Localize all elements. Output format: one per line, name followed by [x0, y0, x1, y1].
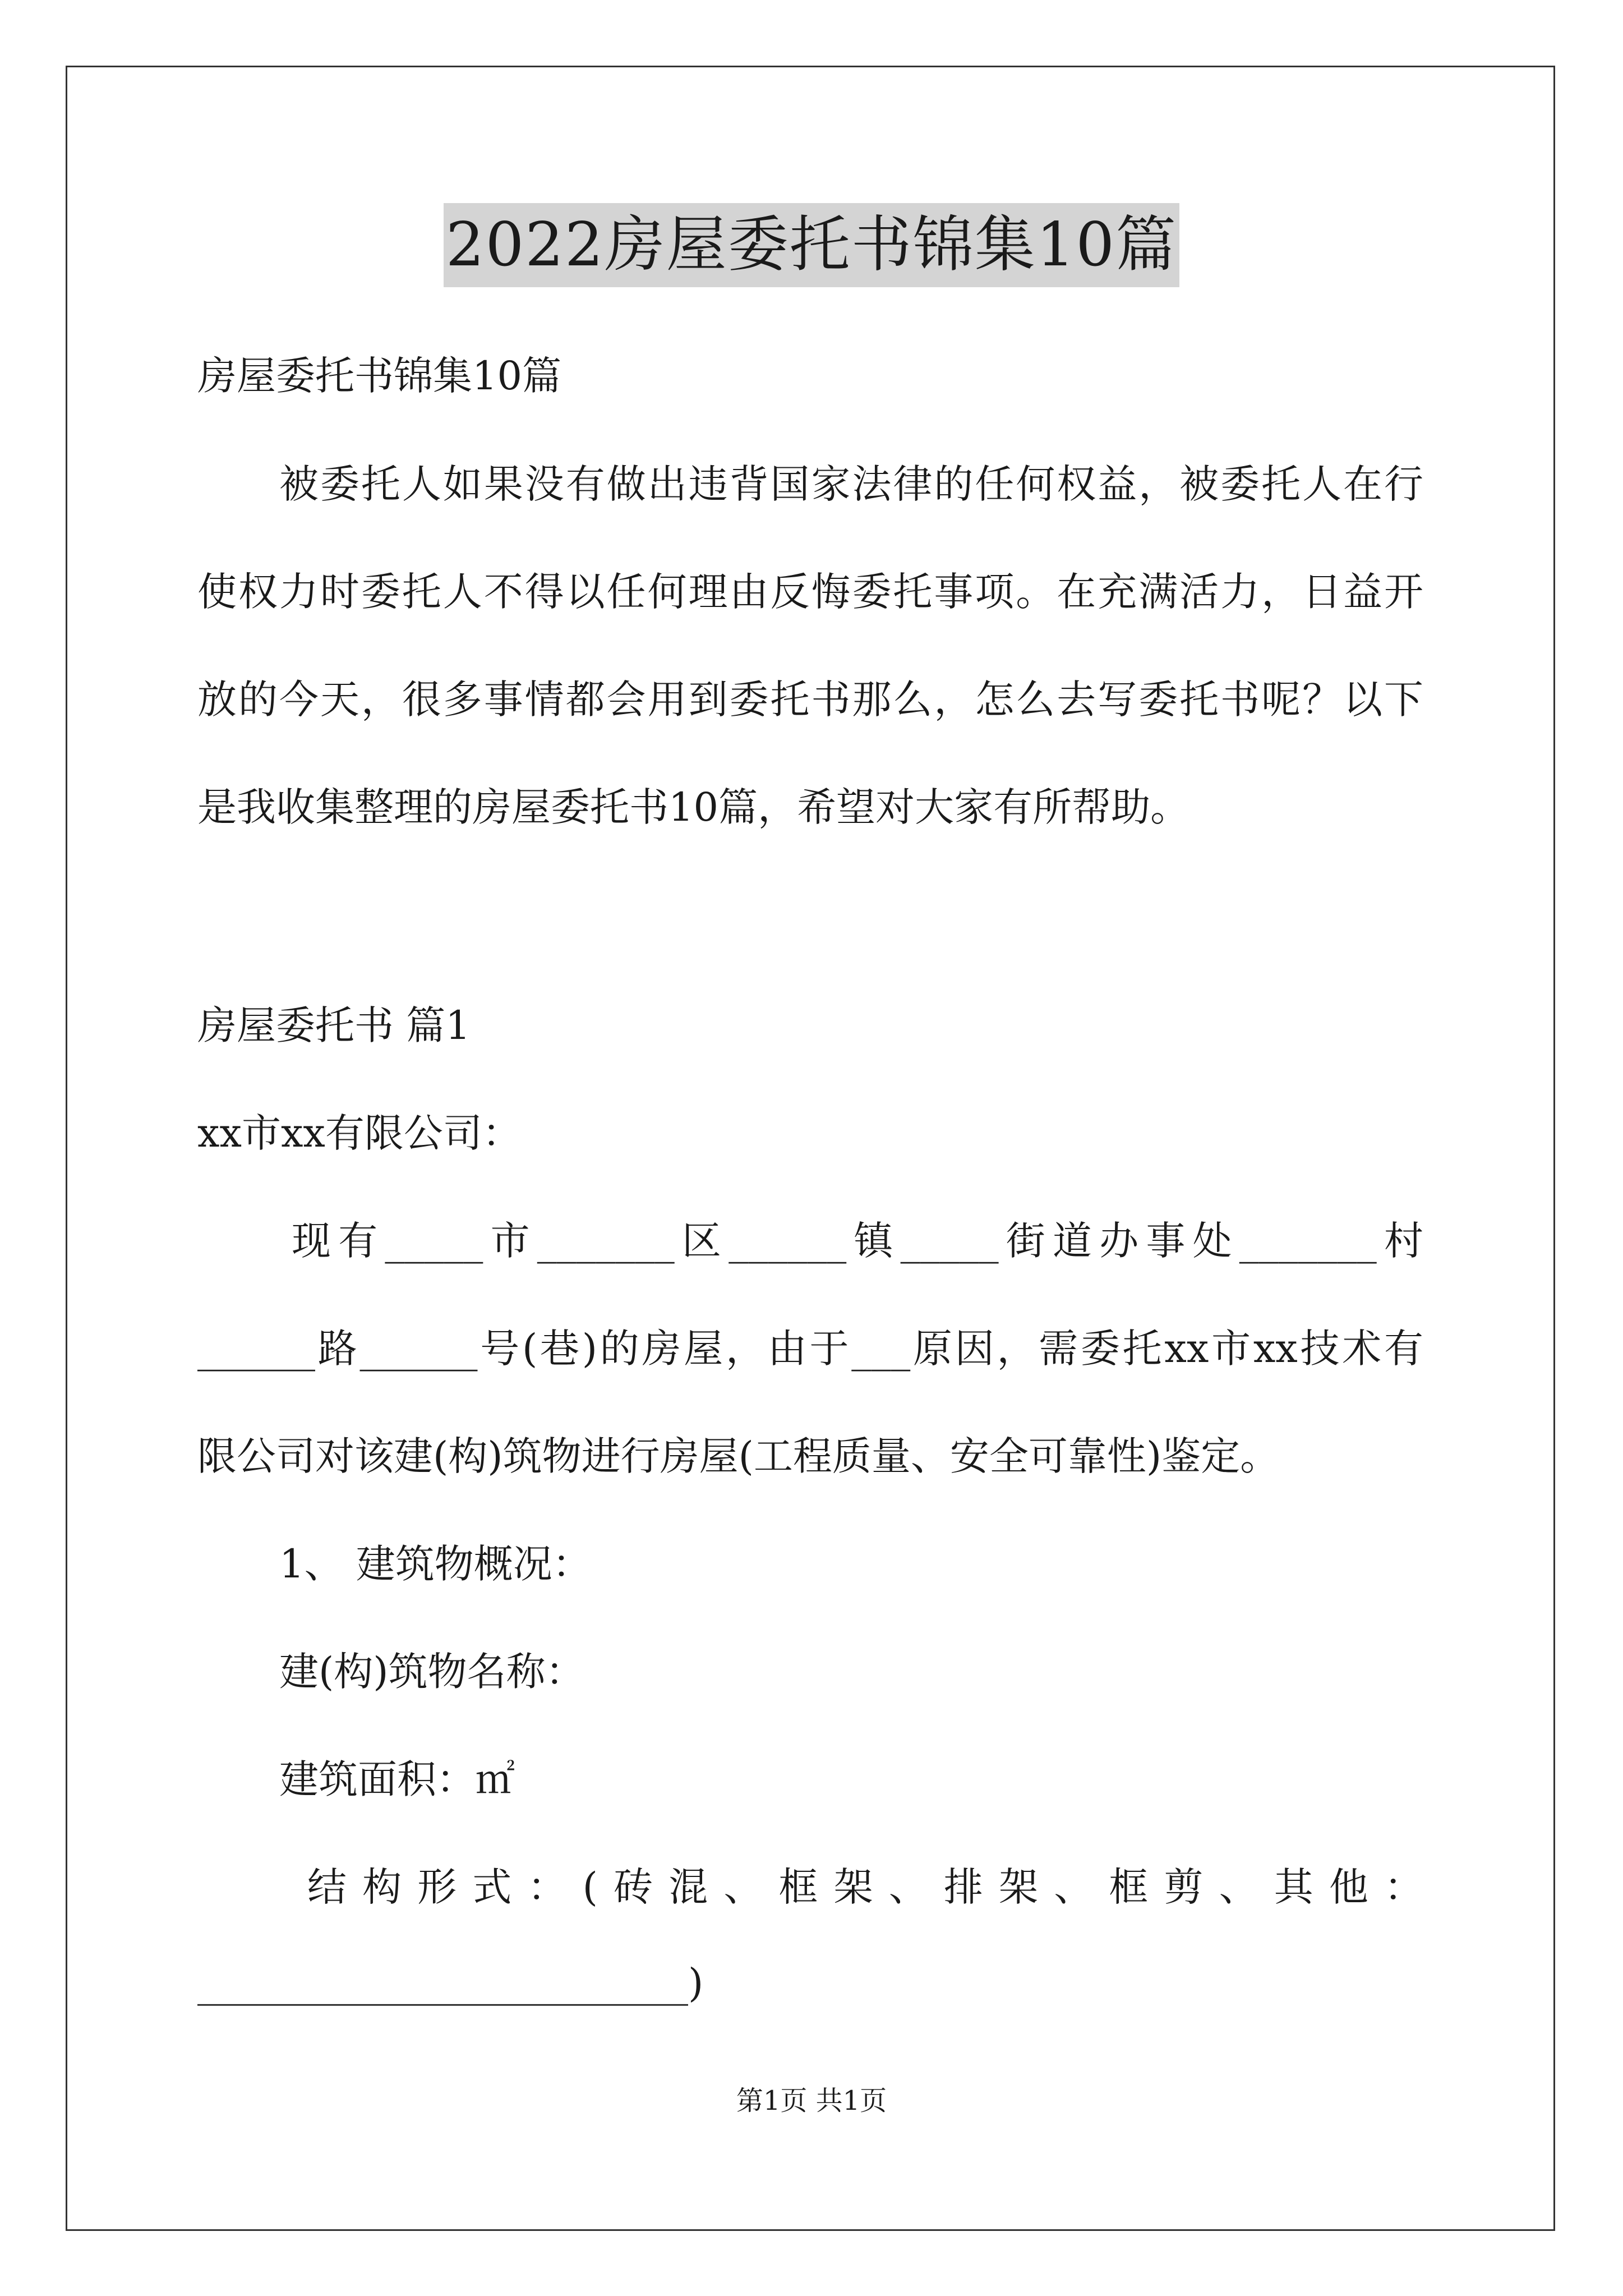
intro-line-4: 是我收集整理的房屋委托书10篇，希望对大家有所帮助。 — [197, 784, 1190, 830]
item-building-overview: 1、 建筑物概况： — [279, 1541, 592, 1587]
body-line-3: 限公司对该建(构)筑物进行房屋(工程质量、安全可靠性)鉴定。 — [197, 1433, 1280, 1479]
intro-line-3: 放的今天，很多事情都会用到委托书那么，怎么去写委托书呢？以下 — [197, 677, 1423, 723]
section-heading: 房屋委托书 篇1 — [197, 1002, 471, 1048]
structure-form-blank: _________________________) — [197, 1960, 704, 2006]
body-line-1: 现有_____市_______区______镇_____街道办事处_______村 — [292, 1218, 1423, 1264]
intro-line-1: 被委托人如果没有做出违背国家法律的任何权益，被委托人在行 — [279, 461, 1423, 507]
title-container — [0, 203, 1623, 287]
addressee: xx市xx有限公司： — [197, 1110, 522, 1156]
intro-line-2: 使权力时委托人不得以任何理由反悔委托事项。在充满活力，日益开 — [197, 569, 1423, 615]
building-area-label: 建筑面积：㎡ — [279, 1756, 515, 1802]
page-footer: 第1页 共1页 — [736, 2085, 887, 2116]
document-subtitle: 房屋委托书锦集10篇 — [197, 353, 562, 399]
structure-form-label: 结构形式：(砖混、框架、排架、框剪、其他： — [307, 1864, 1423, 1910]
building-name-label: 建(构)筑物名称： — [279, 1649, 585, 1695]
body-line-2: ______路______号(巷)的房屋，由于___原因，需委托xx市xx技术有 — [197, 1326, 1423, 1372]
document-title: 2022房屋委托书锦集10篇 — [444, 203, 1179, 287]
